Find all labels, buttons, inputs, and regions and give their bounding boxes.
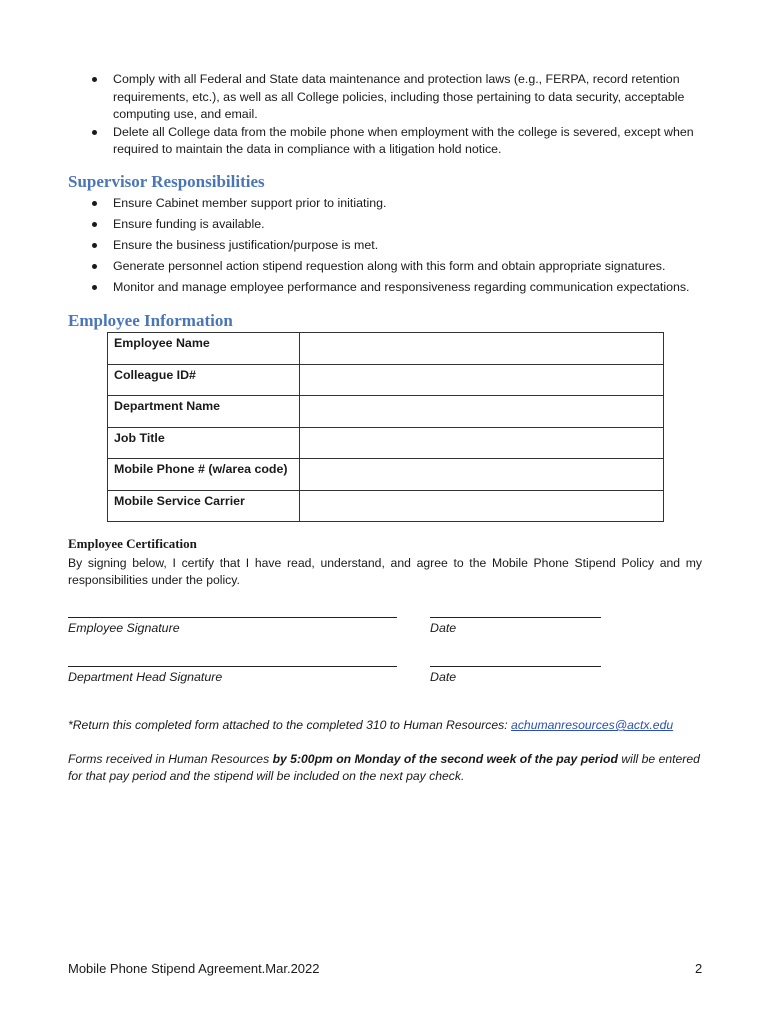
bullet-icon [92,285,97,290]
table-row [108,459,664,491]
bullet-icon [92,130,97,135]
bullet-icon [92,201,97,206]
employee-name-field[interactable] [300,333,664,365]
bullet-icon [92,77,97,82]
employee-date-line[interactable] [430,617,601,618]
table-row [108,490,664,522]
employee-certification-text: By signing below, I certify that I have read, understand, and agree to the Mobile Phone Stipend Policy and my responsibilities under the policy. [68,556,702,587]
department-name-field[interactable] [300,396,664,428]
employee-signature-label: Employee Signature [68,621,180,635]
dept-head-date-line[interactable] [430,666,601,667]
employee-information-table [107,332,664,522]
mobile-carrier-field[interactable] [300,490,664,522]
colleague-id-label: Colleague ID# [108,364,300,396]
list-item: Monitor and manage employee performance and responsiveness regarding communication expectations. [92,279,704,297]
list-item: Delete all College data from the mobile phone when employment with the college is severed, except when required to maintain the data in compliance with a litigation hold notice. [92,124,704,159]
mobile-phone-label: Mobile Phone # (w/area code) [108,459,300,491]
list-item: Ensure Cabinet member support prior to initiating. [92,195,704,213]
data-obligations-list [92,71,704,159]
list-item: Ensure funding is available. [92,216,704,234]
page-number: 2 [695,961,703,976]
table-row [108,333,664,365]
bullet-icon [92,222,97,227]
table-row [108,364,664,396]
employee-signature-line[interactable] [68,617,397,618]
mobile-carrier-label: Mobile Service Carrier [108,490,300,522]
job-title-label: Job Title [108,427,300,459]
dept-head-signature-label: Department Head Signature [68,670,223,684]
list-item: Generate personnel action stipend requestion along with this form and obtain appropriate signatures. [92,258,704,276]
footer-title: Mobile Phone Stipend Agreement.Mar.2022 [68,961,320,976]
list-item: Ensure the business justification/purpose is met. [92,237,704,255]
dept-head-signature-line[interactable] [68,666,397,667]
colleague-id-field[interactable] [300,364,664,396]
bullet-icon [92,264,97,269]
supervisor-responsibilities-heading: Supervisor Responsibilities [68,172,265,191]
employee-name-label: Employee Name [108,333,300,365]
return-instructions: *Return this completed form attached to the completed 310 to Human Resources: achumanresources@actx.edu [68,718,674,732]
job-title-field[interactable] [300,427,664,459]
department-name-label: Department Name [108,396,300,428]
employee-date-label: Date [430,621,457,635]
deadline-emphasis: by 5:00pm on Monday of the second week of the pay period [272,752,618,766]
mobile-phone-field[interactable] [300,459,664,491]
list-item: Comply with all Federal and State data maintenance and protection laws (e.g., FERPA, record retention requirements, etc.), as well as all College policies, including those pertaining to data security, acceptable computing use, and email. [92,71,704,124]
employee-certification-title: Employee Certification [68,536,197,551]
employee-information-heading: Employee Information [68,311,233,330]
supervisor-responsibilities-list [92,195,704,300]
dept-head-date-label: Date [430,670,457,684]
bullet-icon [92,243,97,248]
table-row [108,396,664,428]
deadline-note: Forms received in Human Resources by 5:00pm on Monday of the second week of the pay period will be entered for that pay period and the stipend will be included on the next pay check. [68,752,700,783]
table-row [108,427,664,459]
hr-email-link[interactable]: achumanresources@actx.edu [511,718,674,732]
